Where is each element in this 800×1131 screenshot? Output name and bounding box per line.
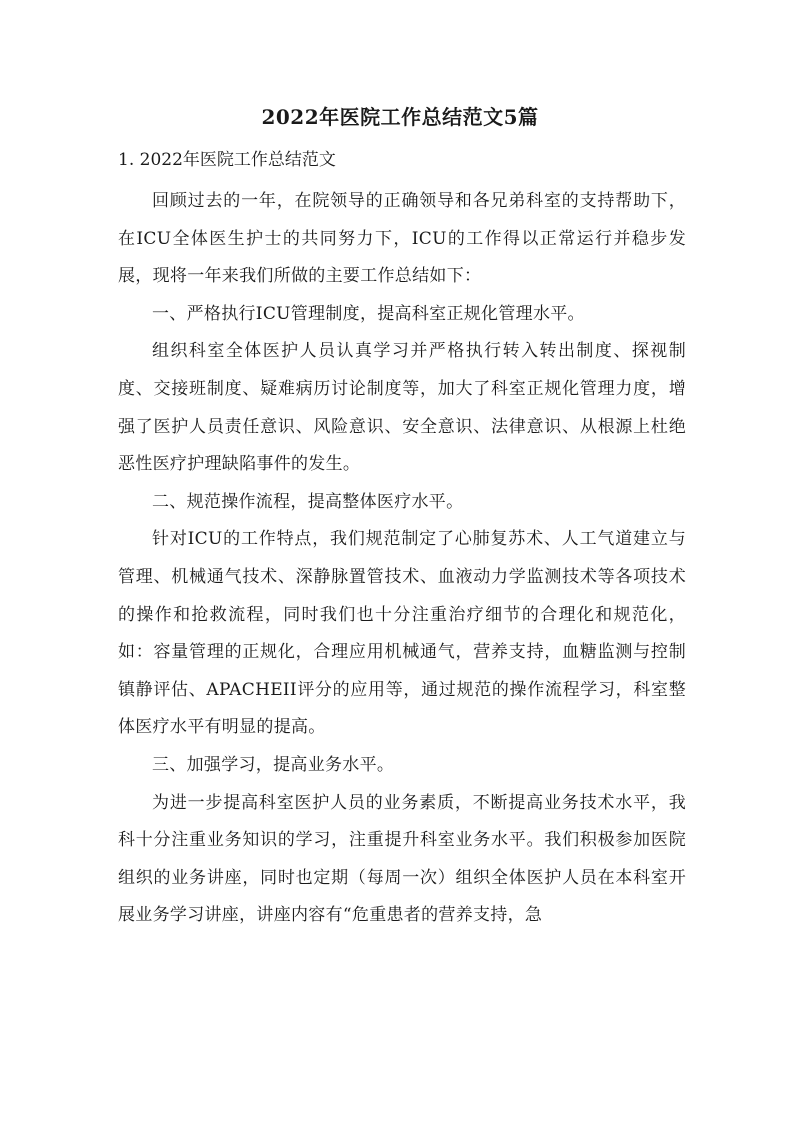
paragraph-procedures: 针对ICU的工作特点，我们规范制定了心肺复苏术、人工气道建立与管理、机械通气技术、深静脉置管技术、血液动力学监测技术等各项技术的操作和抢救流程，同时我们也十分注重治疗细节的合理化和规范化，如：容量管理的正规化，合理应用机械通气，营养支持，血糖监测与控制镇静评估、APACHEII评分的应用等，通过规范的操作流程学习，科室整体医疗水平有明显的提高。	[118, 529, 686, 738]
document-title: 2022年医院工作总结范文5篇	[261, 105, 539, 129]
document-body	[118, 183, 686, 935]
paragraph-heading-2: 二、规范操作流程，提高整体医疗水平。	[152, 491, 464, 512]
paragraph-intro: 回顾过去的一年，在院领导的正确领导和各兄弟科室的支持帮助下，在ICU全体医生护士的共同努力下，ICU的工作得以正常运行并稳步发展，现将一年来我们所做的主要工作总结如下：	[118, 191, 686, 287]
section-heading: 1. 2022年医院工作总结范文	[118, 150, 336, 170]
paragraph-heading-1: 一、严格执行ICU管理制度，提高科室正规化管理水平。	[152, 303, 585, 324]
paragraph-learning: 为进一步提高科室医护人员的业务素质，不断提高业务技术水平，我科十分注重业务知识的学习，注重提升科室业务水平。我们积极参加医院组织的业务讲座，同时也定期（每周一次）组织全体医护人员在本科室开展业务学习讲座，讲座内容有“危重患者的营养支持，急	[118, 792, 686, 926]
paragraph-management: 组织科室全体医护人员认真学习并严格执行转入转出制度、探视制度、交接班制度、疑难病历讨论制度等，加大了科室正规化管理力度，增强了医护人员责任意识、风险意识、安全意识、法律意识、从根源上杜绝恶性医疗护理缺陷事件的发生。	[118, 341, 686, 475]
paragraph-heading-3: 三、加强学习，提高业务水平。	[152, 754, 395, 775]
